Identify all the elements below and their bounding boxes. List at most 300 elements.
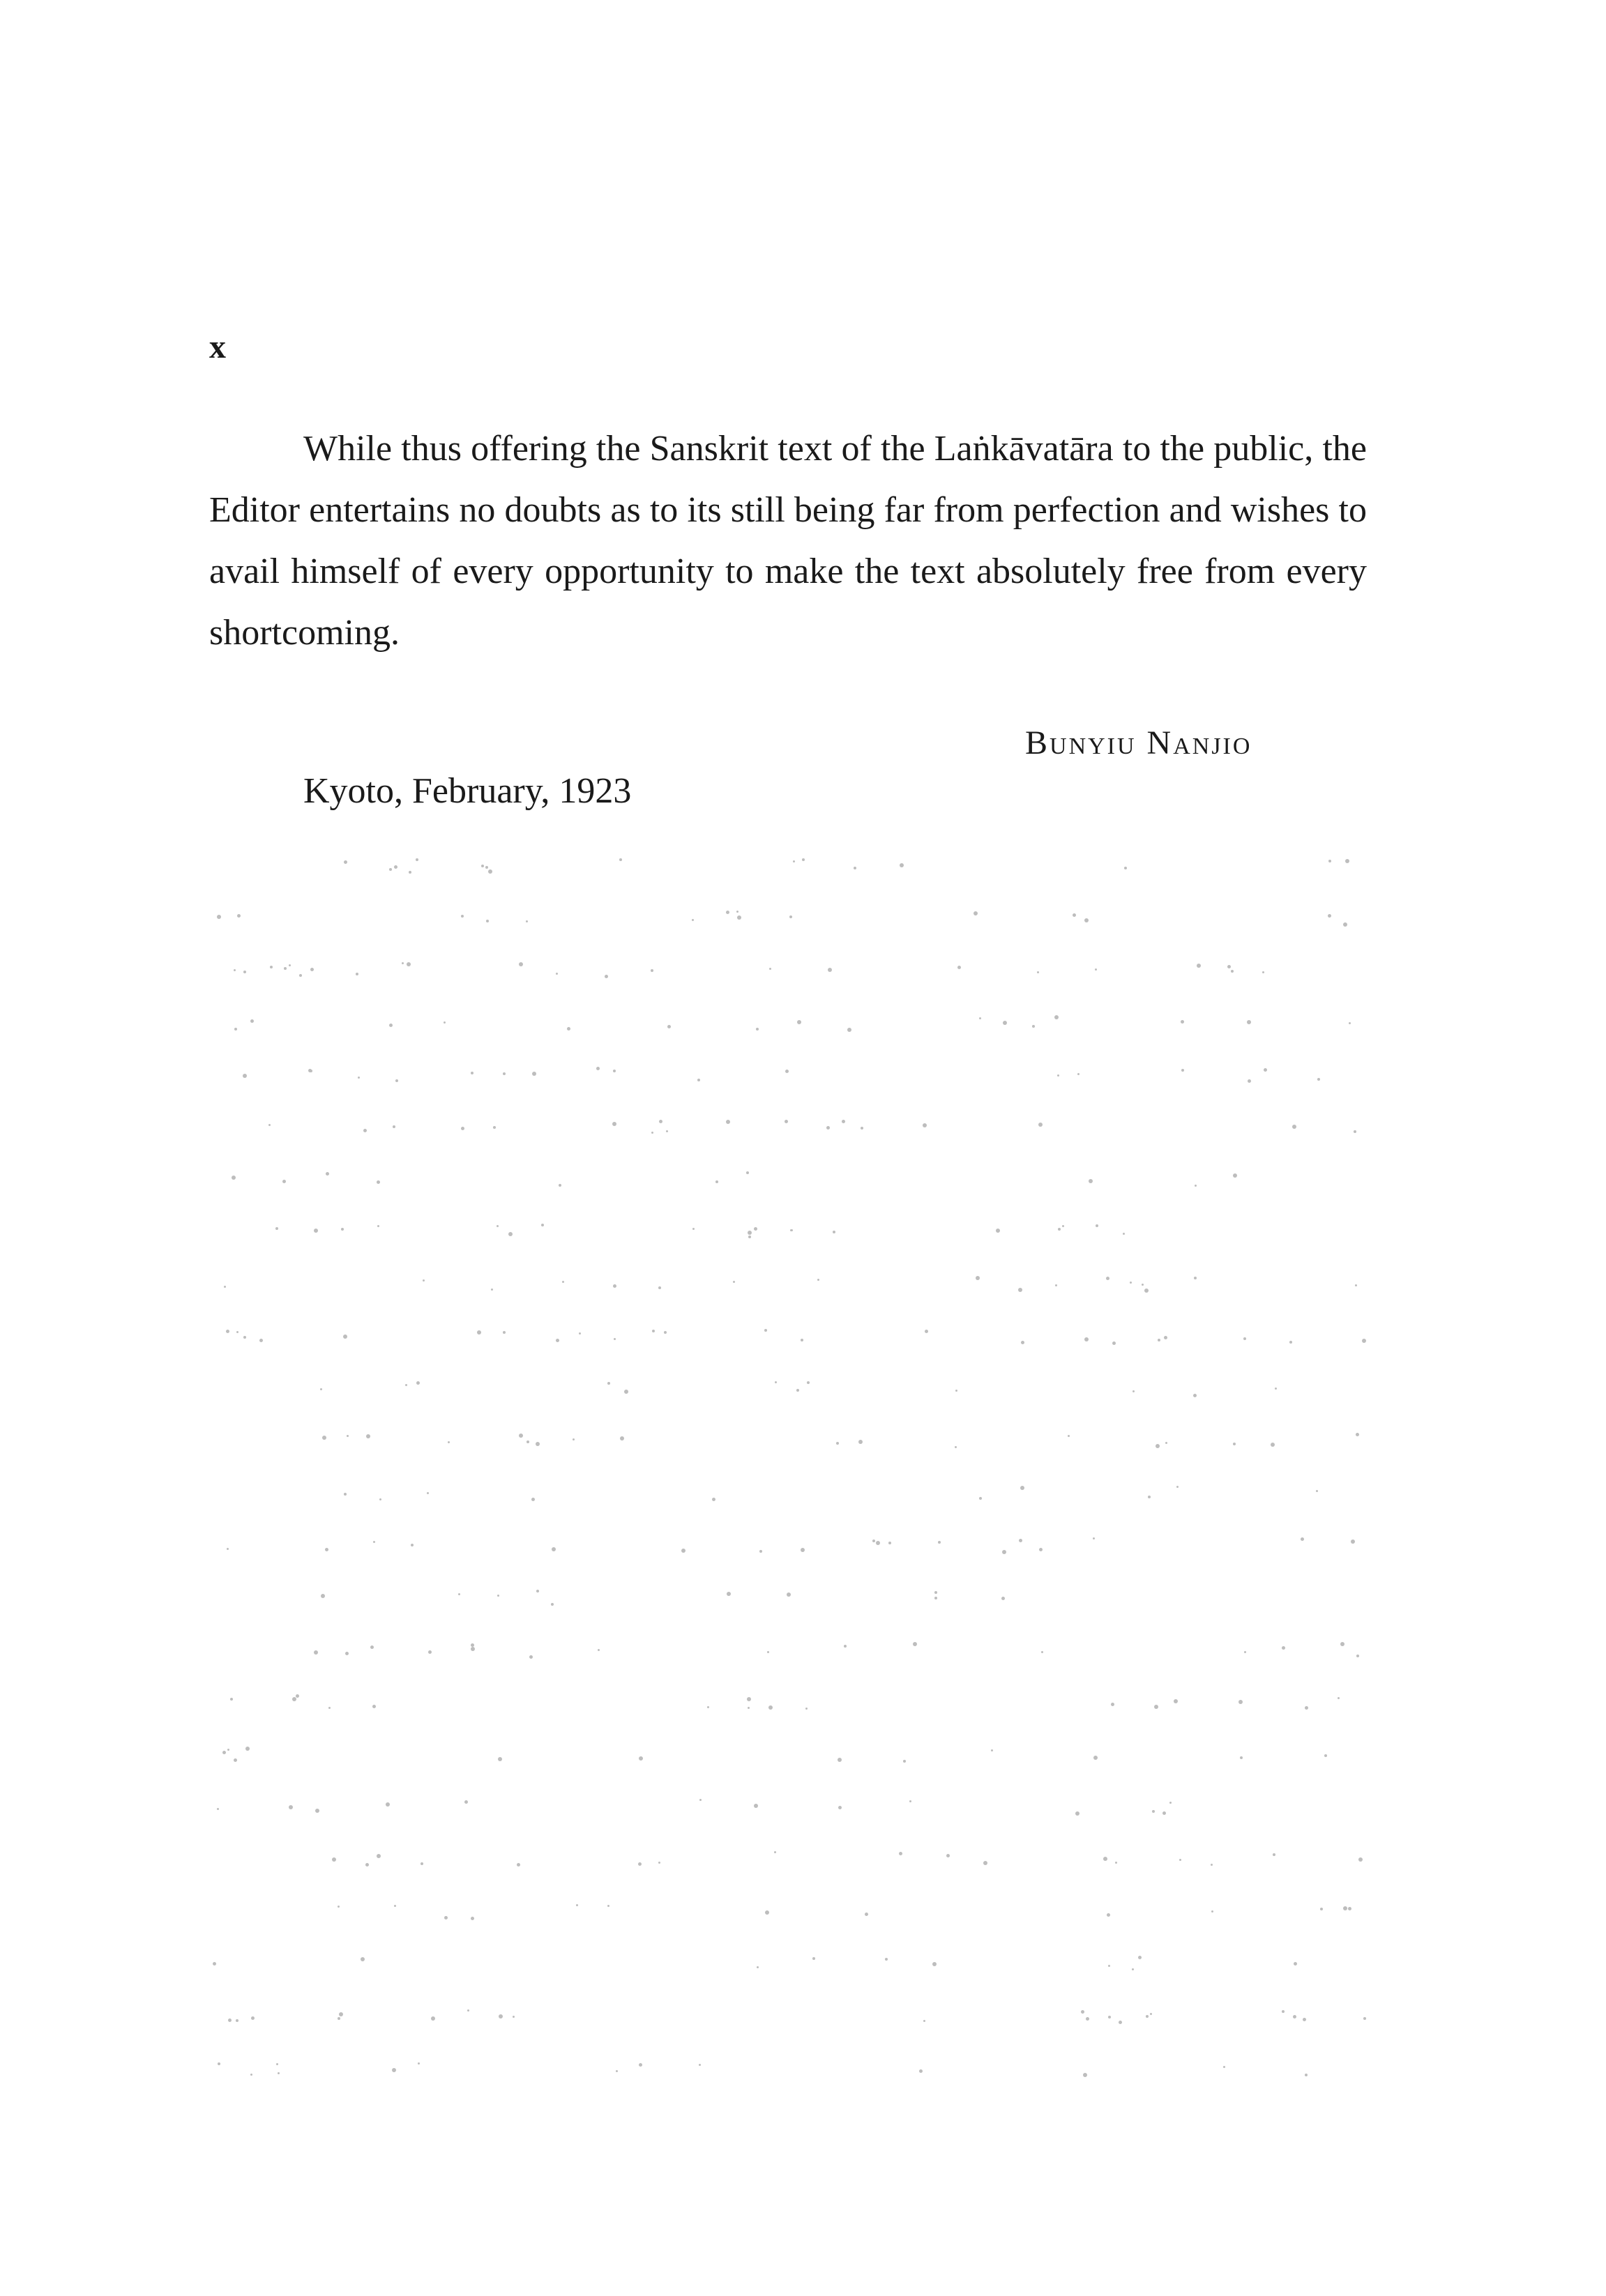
scan-speck <box>616 2070 618 2072</box>
scan-speck <box>1247 1020 1251 1024</box>
scan-speck <box>876 1541 880 1545</box>
scan-speck <box>1146 2015 1149 2018</box>
scan-speck <box>347 1435 349 1437</box>
scan-speck <box>1233 1173 1237 1178</box>
scan-speck <box>363 1129 367 1132</box>
scan-speck <box>243 971 246 973</box>
scan-speck <box>861 1127 863 1130</box>
scan-speck <box>774 1851 776 1853</box>
scan-speck <box>707 1706 709 1708</box>
scan-speck <box>1264 1068 1267 1072</box>
scan-speck <box>919 2069 923 2073</box>
scan-speck <box>900 863 904 867</box>
scan-speck <box>1289 1341 1292 1344</box>
scan-speck <box>314 1229 318 1233</box>
scan-speck <box>1095 968 1097 971</box>
scan-speck <box>477 1330 481 1335</box>
scan-speck <box>712 1498 715 1501</box>
scan-speck <box>639 2063 642 2067</box>
scan-speck <box>481 865 484 867</box>
scan-speck <box>1301 1537 1304 1541</box>
scan-speck <box>411 1544 414 1546</box>
scan-speck <box>805 1708 808 1710</box>
scan-speck <box>681 1549 685 1553</box>
scan-speck <box>913 1642 917 1646</box>
scan-speck <box>431 2016 435 2021</box>
scan-speck <box>1089 1179 1093 1183</box>
scan-speck <box>531 1498 535 1501</box>
scan-speck <box>416 858 418 861</box>
scan-speck <box>1148 1496 1151 1498</box>
scan-speck <box>726 1120 730 1124</box>
scan-speck <box>1111 1703 1114 1706</box>
scan-speck <box>289 1805 293 1809</box>
scan-speck <box>343 1335 347 1339</box>
scan-speck <box>224 1286 226 1288</box>
scan-speck <box>322 1436 326 1440</box>
scan-speck <box>259 1339 263 1342</box>
scan-speck <box>996 1229 1000 1233</box>
scan-speck <box>1211 1910 1213 1913</box>
scan-speck <box>692 919 694 921</box>
author-signature: Bunyiu Nanjio <box>1025 724 1252 761</box>
scan-speck <box>1362 1339 1366 1343</box>
scan-speck <box>377 1225 379 1227</box>
scan-speck <box>1164 1336 1167 1339</box>
scan-speck <box>899 1852 902 1855</box>
scan-speck <box>1338 1697 1340 1699</box>
scan-speck <box>858 1440 863 1444</box>
scan-speck <box>1106 1277 1109 1280</box>
scan-speck <box>227 1548 229 1550</box>
scan-speck <box>576 1904 578 1906</box>
scan-speck <box>389 868 392 871</box>
scan-speck <box>658 1862 660 1864</box>
scan-speck <box>715 1180 718 1183</box>
scan-speck <box>1020 1486 1024 1490</box>
scan-speck <box>497 1225 499 1227</box>
scan-speck <box>1317 1078 1320 1081</box>
scan-speck <box>1305 2074 1308 2076</box>
scan-speck <box>386 1802 390 1807</box>
scan-speck <box>1108 1965 1110 1967</box>
scan-speck <box>551 1603 554 1606</box>
scan-speck <box>1363 2017 1366 2020</box>
scan-speck <box>793 860 795 862</box>
scan-speck <box>847 1028 851 1032</box>
scan-speck <box>552 1547 556 1551</box>
scan-speck <box>1018 1288 1022 1292</box>
scan-speck <box>234 969 236 971</box>
scan-speck <box>1244 1651 1246 1653</box>
scan-speck <box>541 1224 544 1226</box>
scan-speck <box>1062 1225 1064 1227</box>
scan-speck <box>270 966 273 968</box>
scan-speck <box>726 911 729 914</box>
scan-speck <box>284 967 287 970</box>
scan-speck <box>230 1698 233 1701</box>
scan-speck <box>321 1594 325 1598</box>
scan-speck <box>372 1705 376 1708</box>
scan-speck <box>1176 1486 1179 1488</box>
scan-speck <box>620 1436 624 1440</box>
scan-speck <box>1075 1811 1079 1816</box>
scan-speck <box>567 1027 570 1031</box>
scan-speck <box>692 1228 695 1230</box>
scan-speck <box>658 1286 661 1289</box>
scan-speck <box>339 2012 343 2016</box>
scan-speck <box>556 1339 559 1342</box>
scan-speck <box>791 1229 793 1231</box>
scan-speck <box>232 1176 236 1180</box>
scan-speck <box>1275 1388 1277 1390</box>
scan-speck <box>358 1077 360 1079</box>
scan-speck <box>310 968 314 971</box>
scan-speck <box>389 1024 393 1027</box>
scan-speck <box>344 1493 347 1496</box>
scan-speck <box>1273 1853 1275 1856</box>
scan-speck <box>1081 2010 1084 2014</box>
scan-speck <box>759 1550 762 1553</box>
scan-speck <box>639 1756 643 1761</box>
scan-speck <box>748 1236 751 1238</box>
scan-speck <box>1324 1754 1327 1757</box>
scan-speck <box>1343 1906 1347 1910</box>
scan-speck <box>957 966 961 969</box>
scan-speck <box>1156 1444 1160 1448</box>
scan-speck <box>427 1492 429 1494</box>
scan-speck <box>338 1906 340 1908</box>
scan-speck <box>1303 2018 1306 2021</box>
scan-speck <box>1320 1908 1323 1910</box>
scan-speck <box>836 1442 839 1445</box>
scan-speck <box>1084 918 1089 922</box>
scan-speck <box>1354 1130 1356 1133</box>
scan-speck <box>1144 1288 1149 1293</box>
scan-speck <box>503 1072 506 1075</box>
scan-speck <box>812 1957 815 1960</box>
scan-speck <box>909 1800 911 1802</box>
scan-speck <box>1248 1079 1251 1083</box>
scan-speck <box>1084 1337 1089 1341</box>
scan-speck <box>1142 1284 1144 1286</box>
scan-speck <box>326 1172 329 1176</box>
scan-speck <box>768 1705 773 1710</box>
scan-speck <box>471 1647 475 1651</box>
scan-speck <box>842 1120 845 1123</box>
scan-speck <box>527 1440 529 1443</box>
scan-speck <box>596 1067 600 1070</box>
scan-speck <box>747 1697 751 1701</box>
scan-speck <box>529 1655 533 1659</box>
scan-speck <box>314 1650 318 1655</box>
scan-speck <box>423 1279 425 1282</box>
scan-speck <box>1197 964 1201 968</box>
scan-speck <box>664 1331 667 1334</box>
scan-speck <box>486 920 489 922</box>
scan-speck <box>697 1079 700 1081</box>
scan-speck <box>1003 1021 1007 1025</box>
body-paragraph: While thus offering the Sanskrit text of the Laṅkāvatāra to the public, the Editor entertains no doubts as to its still being far from perfection and wishes to avail himself of every opportunity to make the text absolutely free from every shortcoming. <box>209 429 1367 653</box>
scan-speck <box>1037 971 1039 973</box>
scan-speck <box>1086 2017 1089 2021</box>
scan-speck <box>227 1749 229 1751</box>
scan-speck <box>651 1132 653 1134</box>
scan-speck <box>428 1650 432 1654</box>
scan-speck <box>243 1336 246 1339</box>
scan-speck <box>1115 1862 1117 1864</box>
scan-speck <box>1294 1962 1297 1966</box>
scan-speck <box>1358 1857 1363 1862</box>
scan-speck <box>356 973 358 975</box>
scan-speck <box>361 1957 365 1961</box>
scan-speck <box>1181 1020 1184 1024</box>
scan-speck <box>444 1021 446 1024</box>
scan-speck <box>838 1758 842 1762</box>
scan-speck <box>562 1281 564 1283</box>
scan-speck <box>394 865 397 869</box>
scan-speck <box>1132 1390 1135 1392</box>
scan-speck <box>955 1390 957 1392</box>
scan-speck <box>659 1120 662 1123</box>
scan-speck <box>276 2063 278 2065</box>
scan-speck <box>613 1070 616 1072</box>
scan-speck <box>923 2020 925 2022</box>
scan-speck <box>418 2062 420 2065</box>
scan-speck <box>1039 1548 1043 1551</box>
scan-speck <box>667 1025 671 1028</box>
scan-speck <box>278 2072 280 2074</box>
scan-speck <box>471 1072 474 1074</box>
scan-speck <box>379 1498 381 1500</box>
scan-speck <box>1345 859 1349 863</box>
scan-speck <box>605 975 608 978</box>
scan-speck <box>485 866 488 869</box>
scan-speck <box>519 1434 523 1438</box>
scan-speck <box>517 1863 520 1867</box>
scan-speck <box>320 1388 322 1390</box>
scan-speck <box>925 1330 928 1333</box>
scan-speck <box>613 1284 616 1288</box>
scan-speck <box>1356 1433 1359 1436</box>
scan-speck <box>1165 1442 1167 1444</box>
scan-speck <box>1227 965 1231 968</box>
scan-speck <box>733 1281 735 1283</box>
scan-speck <box>797 1020 801 1024</box>
scan-speck <box>1108 2016 1111 2018</box>
scan-speck <box>624 1390 628 1394</box>
scan-speck <box>579 1332 581 1335</box>
scan-speck <box>1096 1224 1098 1227</box>
scan-speck <box>1343 922 1347 927</box>
scan-speck <box>748 1231 752 1235</box>
scan-speck <box>1271 1443 1275 1447</box>
scan-speck <box>833 1231 835 1233</box>
scan-speck <box>458 1593 460 1595</box>
scan-speck <box>282 1180 286 1183</box>
scan-speck <box>1348 1907 1351 1910</box>
scan-speck <box>1328 860 1331 862</box>
scan-speck <box>765 1910 769 1915</box>
scan-speck <box>1179 1859 1181 1861</box>
scan-speck <box>409 871 411 874</box>
scan-speck <box>536 1442 540 1446</box>
scan-speck <box>234 1758 237 1762</box>
scan-speck <box>1119 2021 1122 2024</box>
scan-speck <box>416 1381 420 1385</box>
scan-speck <box>498 1757 502 1761</box>
scan-speck <box>1233 1443 1236 1445</box>
scan-speck <box>461 915 464 918</box>
scan-speck <box>1112 1341 1116 1345</box>
scan-speck <box>519 962 523 966</box>
scan-speck <box>974 911 978 915</box>
scan-speck <box>228 2018 232 2022</box>
scan-speck <box>251 2016 255 2020</box>
scan-speck <box>756 1028 759 1031</box>
scan-speck <box>1305 1706 1308 1710</box>
scan-speck <box>1194 1277 1197 1279</box>
scan-speck <box>991 1749 993 1751</box>
scan-speck <box>402 962 404 964</box>
scan-speck <box>226 1330 229 1333</box>
scan-speck <box>315 1809 319 1813</box>
scan-speck <box>934 1591 937 1594</box>
scan-speck <box>338 2017 340 2020</box>
scan-speck <box>236 2019 238 2022</box>
scan-speck <box>1041 1651 1043 1653</box>
scan-speck <box>614 1338 616 1340</box>
scan-speck <box>421 1862 423 1865</box>
scan-speck <box>1316 1490 1318 1492</box>
scan-speck <box>736 911 738 913</box>
scan-speck <box>448 1441 450 1443</box>
scan-speck <box>607 1382 610 1385</box>
scan-speck <box>1032 1025 1035 1028</box>
scan-speck <box>405 1384 407 1386</box>
scan-speck <box>1195 1185 1197 1187</box>
scan-speck <box>1282 1646 1285 1650</box>
scan-speck <box>826 1126 830 1130</box>
scan-speck <box>754 1227 757 1231</box>
scan-speck <box>699 2064 701 2066</box>
scan-speck <box>1019 1539 1022 1542</box>
scan-speck <box>619 858 622 861</box>
scan-speck <box>493 1126 496 1129</box>
scan-speck <box>1262 971 1264 973</box>
scan-speck <box>983 1861 987 1865</box>
scan-speck <box>1002 1550 1006 1554</box>
scan-speck <box>1130 1282 1132 1284</box>
scan-speck <box>341 1228 344 1231</box>
scan-speck <box>250 1019 254 1023</box>
scan-speck <box>923 1123 927 1127</box>
scan-speck <box>394 1905 396 1907</box>
scan-speck <box>746 1171 749 1174</box>
scan-speck <box>328 1707 331 1709</box>
scan-speck <box>607 1905 609 1907</box>
scan-speck <box>532 1072 536 1076</box>
page-number: x <box>209 328 227 365</box>
scan-speck <box>1351 1539 1355 1544</box>
scan-speck <box>222 1751 226 1754</box>
scan-speck <box>365 1863 369 1867</box>
scan-speck <box>556 973 558 975</box>
scan-speck <box>250 2074 252 2076</box>
scan-speck <box>801 1339 803 1341</box>
scan-speck <box>217 915 221 919</box>
scan-speck <box>243 1074 247 1078</box>
scan-speck <box>932 1962 937 1966</box>
scan-speck <box>573 1438 575 1440</box>
scan-speck <box>1174 1699 1178 1703</box>
scan-speck <box>310 1070 312 1072</box>
scan-speck <box>444 1916 448 1919</box>
scan-speck <box>503 1331 506 1334</box>
scan-speck <box>1193 1394 1197 1397</box>
scan-speck <box>237 914 241 918</box>
scan-speck <box>236 1331 238 1333</box>
scan-speck <box>754 1804 758 1808</box>
scan-speck <box>217 1808 219 1810</box>
scan-speck <box>1058 1228 1061 1231</box>
scan-speck <box>377 1854 381 1858</box>
scan-speck <box>296 1694 299 1698</box>
scan-speck <box>299 974 302 977</box>
scan-speck <box>1054 1015 1059 1019</box>
scan-speck <box>1293 2015 1296 2018</box>
scan-speck <box>699 1799 702 1801</box>
scan-speck <box>652 1330 655 1332</box>
scan-speck <box>1240 1756 1243 1759</box>
scan-speck <box>769 968 771 970</box>
scan-speck <box>1068 1435 1070 1437</box>
scan-speck <box>785 1070 789 1073</box>
scan-speck <box>844 1645 847 1648</box>
scan-speck <box>1001 1597 1005 1600</box>
scan-speck <box>488 869 492 874</box>
scan-speck <box>1083 2073 1087 2077</box>
scan-speck <box>979 1017 981 1019</box>
scan-speck <box>275 1227 278 1230</box>
scan-speck <box>802 858 805 861</box>
scan-speck <box>526 920 528 922</box>
scan-speck <box>638 1862 642 1866</box>
scan-speck <box>491 1288 493 1291</box>
scan-speck <box>1355 1284 1357 1286</box>
scan-speck <box>727 1592 731 1596</box>
scan-speck <box>976 1276 980 1280</box>
scan-speck <box>218 2062 220 2065</box>
scan-speck <box>213 1962 216 1966</box>
scan-speck <box>748 1707 750 1709</box>
scan-speck <box>497 1595 499 1597</box>
scan-speck <box>1152 1810 1155 1813</box>
scan-speck <box>955 1446 957 1448</box>
scan-speck <box>787 1592 791 1597</box>
scan-speck <box>885 1958 888 1961</box>
scan-speck <box>268 1124 271 1126</box>
scan-speck <box>828 968 832 972</box>
scan-speck <box>1055 1284 1057 1286</box>
scan-speck <box>393 1125 395 1128</box>
scan-speck <box>1238 1700 1243 1704</box>
scan-speck <box>1328 914 1331 918</box>
scan-speck <box>1150 2013 1152 2015</box>
scan-speck <box>1093 1537 1095 1539</box>
scan-speck <box>344 860 347 864</box>
scan-speck <box>407 962 411 966</box>
